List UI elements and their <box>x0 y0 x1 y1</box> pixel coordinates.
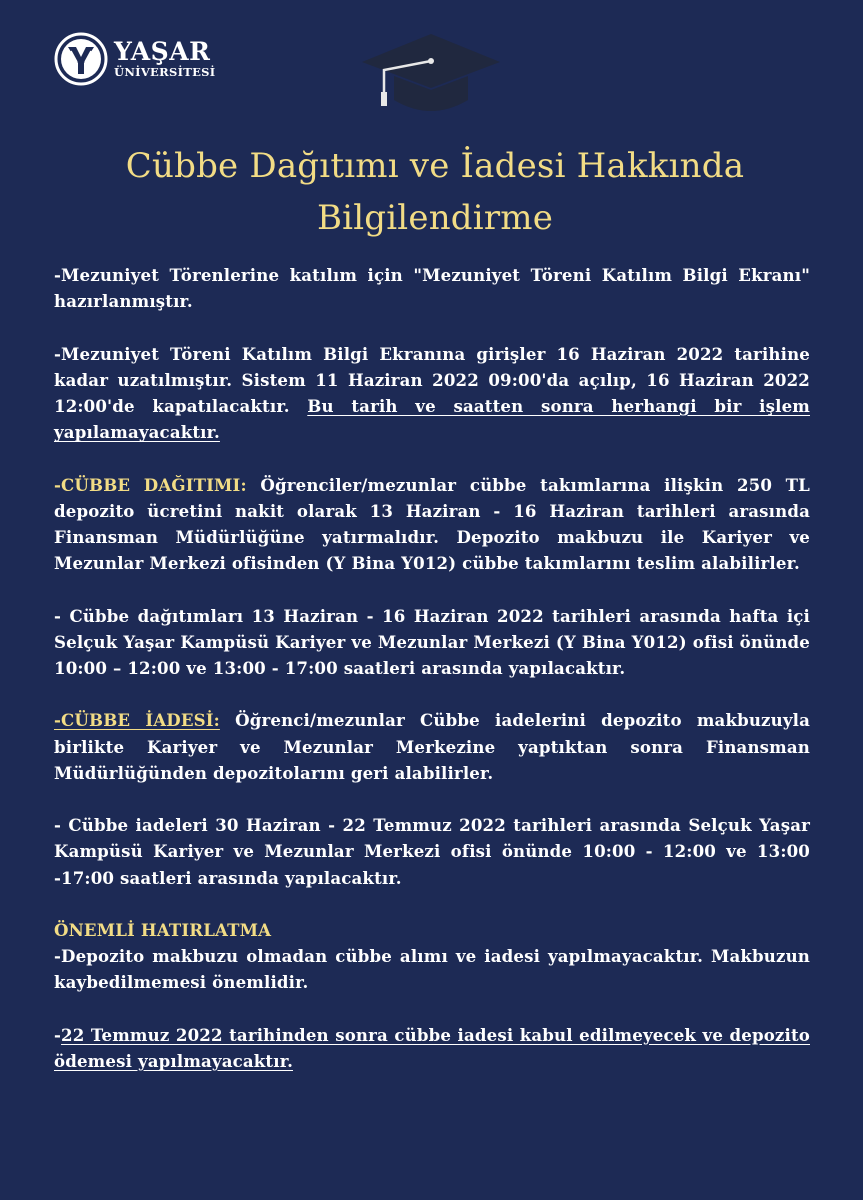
graduation-cap-icon <box>360 30 502 122</box>
final-notice-text: 22 Temmuz 2022 tarihinden sonra cübbe iadesi kabul edilmeyecek ve depozito ödemesi yapılmayacaktır. <box>54 1024 810 1071</box>
deadline-text: -Mezuniyet Töreni Katılım Bilgi Ekranına girişler 16 Haziran 2022 tarihine kadar uzatılmıştır. Sistem 11 Haziran 2022 09:00'da açılıp, 16 Haziran 2022 12:00'de kapatılacaktır. <box>54 343 810 416</box>
paragraph-distribution-schedule: - Cübbe dağıtımları 13 Haziran - 16 Haziran 2022 tarihleri arasında hafta içi Selçuk Yaşar Kampüsü Kariyer ve Mezunlar Merkezi (Y Bina Y012) ofisi önünde 10:00 – 12:00 ve 13:00 - 17:00 saatleri arasında yapılacaktır. <box>54 605 810 678</box>
announcement-body <box>54 262 810 1100</box>
paragraph-deadline <box>54 341 810 446</box>
distribution-heading: -CÜBBE DAĞITIMI: <box>54 474 247 495</box>
deadline-warning: Bu tarih ve saatten sonra herhangi bir işlem yapılamayacaktır. <box>54 396 810 443</box>
page-title <box>60 140 810 244</box>
reminder-text: -Depozito makbuzu olmadan cübbe alımı ve iadesi yapılmayacaktır. Makbuzun kaybedilmemesi önemlidir. <box>54 946 810 993</box>
paragraph-final-notice <box>54 1022 810 1074</box>
logo-name: YAŞAR <box>114 37 211 67</box>
final-prefix: - <box>54 1024 62 1045</box>
paragraph-info-screen: -Mezuniyet Törenlerine katılım için "Mezuniyet Töreni Katılım Bilgi Ekranı" hazırlanmıştır. <box>54 265 810 312</box>
paragraph-return-schedule: - Cübbe iadeleri 30 Haziran - 22 Temmuz 2022 tarihleri arasında Selçuk Yaşar Kampüsü Kariyer ve Mezunlar Merkezi ofisi önünde 10:00 - 12:00 ve 13:00 -17:00 saatleri arasında yapılacaktır. <box>54 815 810 888</box>
paragraph-distribution <box>54 472 810 577</box>
title-line-2: Bilgilendirme <box>316 198 554 238</box>
return-heading: -CÜBBE İADESİ: <box>54 710 220 731</box>
return-text: Öğrenci/mezunlar Cübbe iadelerini depozito makbuzuyla birlikte Kariyer ve Mezunlar Merkezine yaptıktan sonra Finansman Müdürlüğünden depozitolarını geri alabilirler. <box>54 710 810 783</box>
paragraph-return <box>54 707 810 786</box>
logo-subtitle: ÜNİVERSİTESİ <box>114 65 216 80</box>
reminder-heading: ÖNEMLİ HATIRLATMA <box>54 919 272 940</box>
university-logo <box>54 32 215 86</box>
distribution-text: Öğrenciler/mezunlar cübbe takımlarına ilişkin 250 TL depozito ücretini nakit olarak 13 Haziran - 16 Haziran tarihleri arasında Finansman Müdürlüğüne yatırmalıdır. Depozito makbuzu ile Kariyer ve Mezunlar Merkezi ofisinden (Y Bina Y012) cübbe takımlarını teslim alabilirler. <box>54 474 811 574</box>
title-line-1: Cübbe Dağıtımı ve İadesi Hakkında <box>125 146 745 186</box>
yasar-university-logo-icon <box>54 32 108 86</box>
paragraph-reminder <box>54 917 810 996</box>
